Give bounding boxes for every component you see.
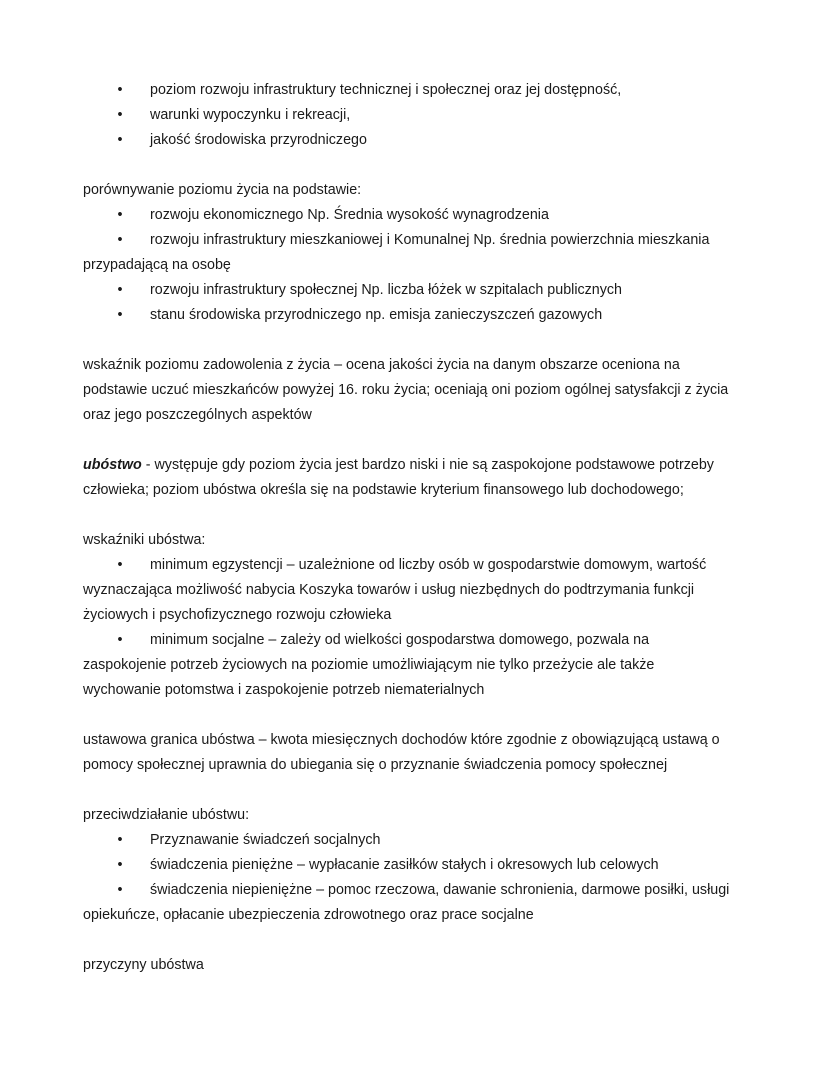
- list-item: poziom rozwoju infrastruktury technicznej i społecznej oraz jej dostępność,: [150, 82, 622, 98]
- list-item-continuation: zaspokojenie potrzeb życiowych na poziomie umożliwiającym nie tylko przeżycie ale także: [83, 657, 655, 673]
- list-item: rozwoju infrastruktury społecznej Np. liczba łóżek w szpitalach publicznych: [150, 282, 622, 298]
- list-item: świadczenia niepieniężne – pomoc rzeczowa, dawanie schronienia, darmowe posiłki, usługi: [150, 882, 730, 898]
- list-item: świadczenia pieniężne – wypłacanie zasiłków stałych i okresowych lub celowych: [150, 857, 659, 873]
- list-item: minimum egzystencji – uzależnione od liczby osób w gospodarstwie domowym, wartość: [150, 557, 707, 573]
- bullet-icon: •: [117, 132, 123, 148]
- bullet-icon: •: [117, 857, 123, 873]
- definition-term: ubóstwo: [83, 457, 142, 473]
- paragraph-line: człowieka; poziom ubóstwa określa się na podstawie kryterium finansowego lub dochodowego;: [83, 482, 684, 498]
- paragraph-line: podstawie uczuć mieszkańców powyżej 16. roku życia; oceniają oni poziom ogólnej satysfakcji z życia: [83, 382, 729, 398]
- list-item: jakość środowiska przyrodniczego: [150, 132, 367, 148]
- section-heading: wskaźniki ubóstwa:: [83, 532, 206, 548]
- bullet-icon: •: [117, 632, 123, 648]
- bullet-icon: •: [117, 107, 123, 123]
- bullet-icon: •: [117, 282, 123, 298]
- list-item-continuation: przypadającą na osobę: [83, 257, 231, 273]
- list-item: stanu środowiska przyrodniczego np. emisja zanieczyszczeń gazowych: [150, 307, 603, 323]
- bullet-icon: •: [117, 882, 123, 898]
- paragraph-line: oraz jego poszczególnych aspektów: [83, 407, 312, 423]
- bullet-icon: •: [117, 307, 123, 323]
- bullet-icon: •: [117, 82, 123, 98]
- bullet-icon: •: [117, 232, 123, 248]
- bullet-icon: •: [117, 557, 123, 573]
- definition-text: - występuje gdy poziom życia jest bardzo niski i nie są zaspokojone podstawowe potrzeby: [141, 457, 714, 473]
- bullet-icon: •: [117, 207, 123, 223]
- paragraph-line: pomocy społecznej uprawnia do ubiegania się o przyznanie świadczenia pomocy społecznej: [83, 757, 668, 773]
- definition-line: [83, 455, 788, 475]
- list-item-continuation: wychowanie potomstwa i zaspokojenie potrzeb niematerialnych: [83, 682, 485, 698]
- list-item-continuation: życiowych i psychofizycznego rozwoju człowieka: [83, 607, 392, 623]
- list-item-continuation: wyznaczająca możliwość nabycia Koszyka towarów i usług niezbędnych do podtrzymania funkcji: [83, 582, 695, 598]
- list-item-continuation: opiekuńcze, opłacanie ubezpieczenia zdrowotnego oraz prace socjalne: [83, 907, 534, 923]
- section-heading: przyczyny ubóstwa: [83, 957, 204, 973]
- section-heading: przeciwdziałanie ubóstwu:: [83, 807, 250, 823]
- paragraph-line: ustawowa granica ubóstwa – kwota miesięcznych dochodów które zgodnie z obowiązującą ustawą o: [83, 732, 720, 748]
- bullet-icon: •: [117, 832, 123, 848]
- list-item: Przyznawanie świadczeń socjalnych: [150, 832, 381, 848]
- paragraph-line: wskaźnik poziomu zadowolenia z życia – ocena jakości życia na danym obszarze oceniona na: [83, 357, 680, 373]
- list-item: minimum socjalne – zależy od wielkości gospodarstwa domowego, pozwala na: [150, 632, 650, 648]
- list-item: warunki wypoczynku i rekreacji,: [150, 107, 351, 123]
- section-heading: porównywanie poziomu życia na podstawie:: [83, 182, 362, 198]
- list-item: rozwoju infrastruktury mieszkaniowej i Komunalnej Np. średnia powierzchnia mieszkania: [150, 232, 710, 248]
- list-item: rozwoju ekonomicznego Np. Średnia wysokość wynagrodzenia: [150, 207, 549, 223]
